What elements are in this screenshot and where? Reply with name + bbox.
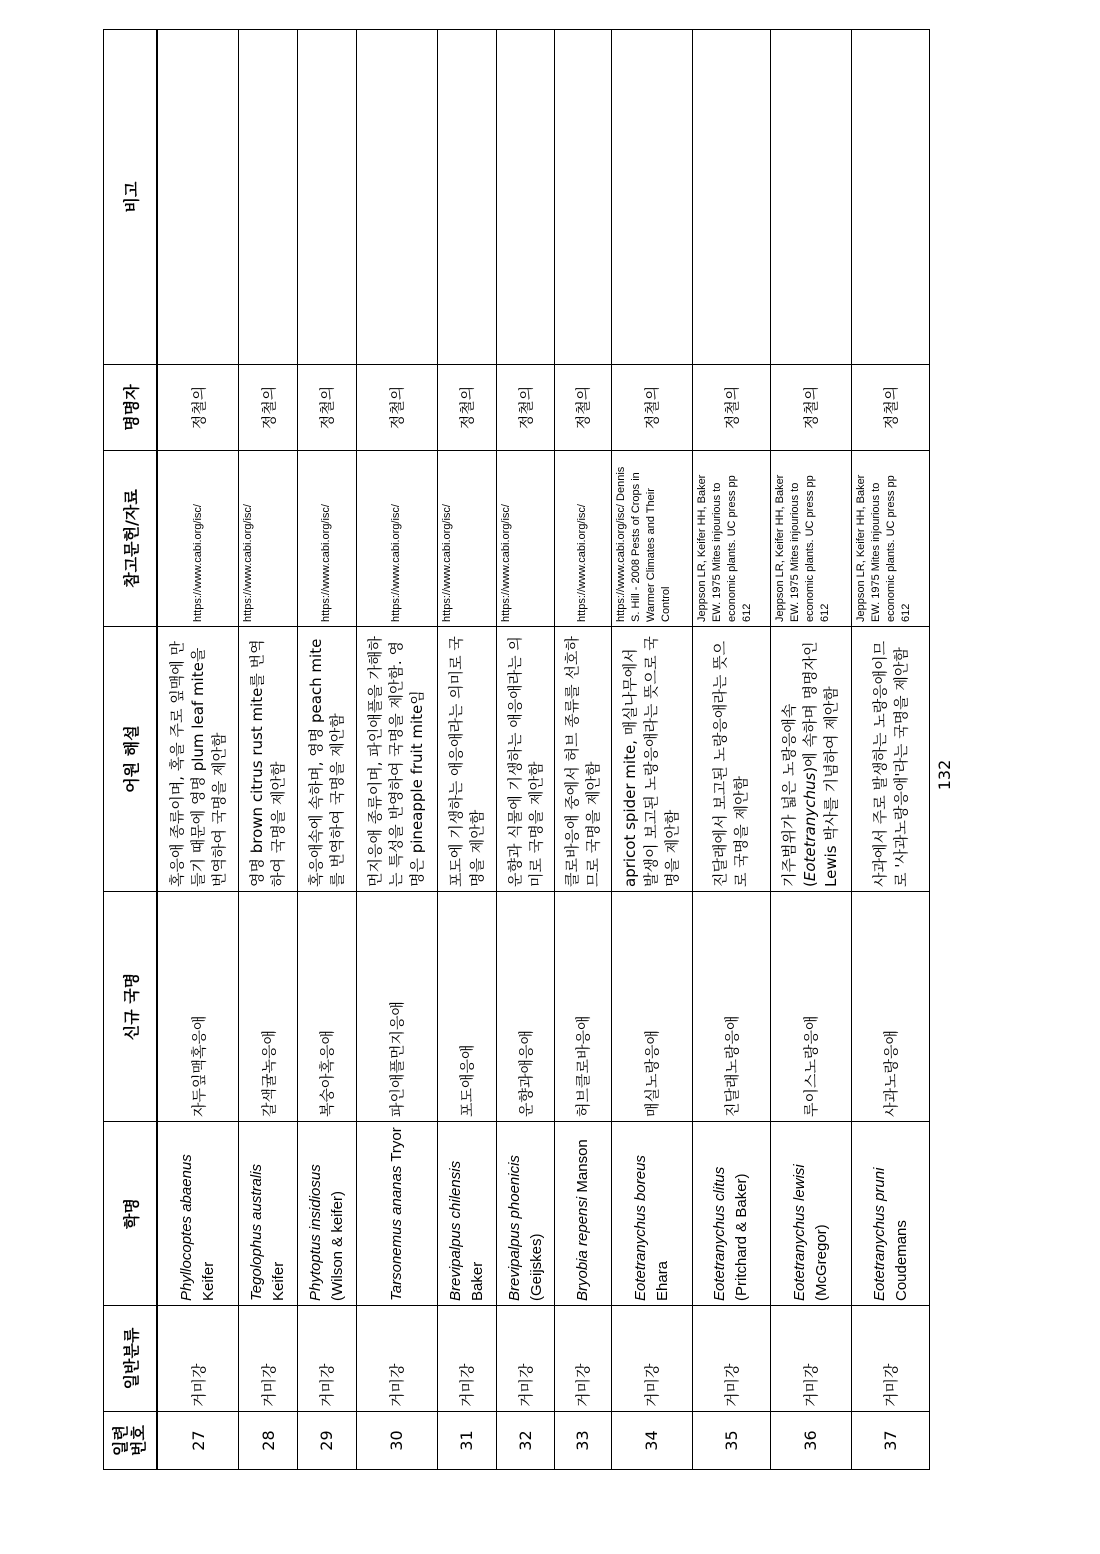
sci-author: (McGregor) <box>812 1224 830 1301</box>
cell-serial: 37 <box>852 1412 930 1470</box>
cell-class: 거미강 <box>555 1306 611 1412</box>
cell-class: 거미강 <box>356 1306 437 1412</box>
cell-note <box>692 30 770 365</box>
table-row <box>852 30 930 1470</box>
sci-italic: Brevipalpus chilensis <box>446 1160 464 1301</box>
sci-author: (Wilson & keifer) <box>328 1190 346 1301</box>
sci-author: (Geijskes) <box>527 1233 545 1301</box>
cell-reference: Jeppson LR, Keifer HH, Baker EW. 1975 Mites injourious to economic plants. UC press pp 612 <box>770 451 851 627</box>
sci-author: Coudemans <box>892 1220 910 1301</box>
cell-class: 거미강 <box>852 1306 930 1412</box>
cell-korean-name: 운향과애응애 <box>496 892 555 1122</box>
cell-namer: 정철의 <box>239 365 298 451</box>
cell-reference: Jeppson LR, Keifer HH, Baker EW. 1975 Mites injourious to economic plants. UC press pp 612 <box>852 451 930 627</box>
table-row <box>438 30 497 1470</box>
cell-scientific-name <box>611 1122 692 1306</box>
cell-etymology: 혹응애 종류이며, 혹을 주로 잎맥에 만들기 때문에 영명 plum leaf mite을 번역하여 국명을 제안함 <box>157 627 239 892</box>
table-row <box>356 30 437 1470</box>
cell-namer: 정철의 <box>298 365 357 451</box>
cell-etymology: 운향과 식물에 기생하는 애응애라는 의미로 국명을 제안함 <box>496 627 555 892</box>
cell-etymology: 클로바응애 중에서 허브 종류를 선호하므로 국명을 제안함 <box>555 627 611 892</box>
header-classification: 일반분류 <box>104 1306 158 1412</box>
cell-serial: 35 <box>692 1412 770 1470</box>
sci-italic: Phyllocoptes abaenus <box>178 1154 196 1301</box>
sci-italic: Bryobia repensi <box>573 1196 591 1301</box>
header-reference: 참고문헌/자료 <box>104 451 158 627</box>
cell-namer: 정철의 <box>692 365 770 451</box>
cell-serial: 28 <box>239 1412 298 1470</box>
sci-author: Keifer <box>200 1261 218 1301</box>
header-serial-line1: 일련 <box>111 1425 130 1456</box>
cell-note <box>770 30 851 365</box>
cell-etymology: apricot spider mite, 매실나무에서 발생이 보고된 노랑응애라는 뜻으로 국명을 제안함 <box>611 627 692 892</box>
cell-korean-name: 파인애플먼지응애 <box>356 892 437 1122</box>
header-serial-number <box>104 1412 158 1470</box>
cell-class: 거미강 <box>770 1306 851 1412</box>
sci-italic: Eotetranychus clitus <box>711 1166 729 1301</box>
sci-author: Baker <box>468 1261 486 1301</box>
cell-class: 거미강 <box>438 1306 497 1412</box>
header-etymology: 어원 해설 <box>104 627 158 892</box>
table-row <box>298 30 357 1470</box>
cell-reference: https://www.cabi.org/isc/ <box>157 451 239 627</box>
cell-korean-name: 진달래노랑응애 <box>692 892 770 1122</box>
cell-serial: 32 <box>496 1412 555 1470</box>
cell-scientific-name <box>438 1122 497 1306</box>
cell-reference: https://www.cabi.org/isc/ Dennis S. Hill - 2008 Pests of Crops in Warmer Climates and Their Control <box>611 451 692 627</box>
table-row <box>239 30 298 1470</box>
table-row <box>692 30 770 1470</box>
cell-etymology: 영명 brown citrus rust mite를 번역하여 국명을 제안함 <box>239 627 298 892</box>
cell-korean-name: 갈색귤녹응애 <box>239 892 298 1122</box>
cell-note <box>438 30 497 365</box>
cell-reference: https://www.cabi.org/isc/ <box>555 451 611 627</box>
cell-korean-name: 자두잎맥혹응애 <box>157 892 239 1122</box>
cell-scientific-name <box>239 1122 298 1306</box>
sci-author: Tryor <box>387 1127 405 1162</box>
etymology-genus-italic: Eotetranychus <box>801 772 820 882</box>
cell-note <box>298 30 357 365</box>
cell-korean-name: 허브클로바응애 <box>555 892 611 1122</box>
etymology-text-post: )에 속하며 명명자인 Lewis 박사를 기념하여 제안함 <box>801 641 841 887</box>
cell-korean-name: 매실노랑응애 <box>611 892 692 1122</box>
cell-namer: 정철의 <box>555 365 611 451</box>
cell-etymology: 포도에 기생하는 애응애라는 의미로 국명을 제안함 <box>438 627 497 892</box>
cell-etymology: 혹응애속에 속하며, 영명 peach mite를 번역하여 국명을 제안함 <box>298 627 357 892</box>
header-serial-line2: 번호 <box>129 1425 148 1456</box>
cell-scientific-name <box>852 1122 930 1306</box>
cell-class: 거미강 <box>298 1306 357 1412</box>
cell-korean-name: 루이스노랑응애 <box>770 892 851 1122</box>
cell-class: 거미강 <box>239 1306 298 1412</box>
cell-korean-name: 포도애응애 <box>438 892 497 1122</box>
sci-italic: Eotetranychus pruni <box>870 1167 888 1301</box>
cell-scientific-name <box>496 1122 555 1306</box>
cell-class: 거미강 <box>157 1306 239 1412</box>
sci-italic: Phytoptus insidiosus <box>306 1164 324 1301</box>
sci-author: Keifer <box>270 1261 288 1301</box>
cell-scientific-name <box>555 1122 611 1306</box>
cell-serial: 31 <box>438 1412 497 1470</box>
table-row <box>496 30 555 1470</box>
cell-note <box>157 30 239 365</box>
rotated-table-container <box>103 30 930 1470</box>
cell-serial: 33 <box>555 1412 611 1470</box>
table-row <box>770 30 851 1470</box>
cell-etymology: 먼지응애 종류이며, 파인애플을 가해하는 특성을 반영하여 국명을 제안함. 영명은 pineapple fruit mite임 <box>356 627 437 892</box>
sci-italic: Eotetranychus lewisi <box>790 1164 808 1301</box>
cell-namer: 정철의 <box>611 365 692 451</box>
sci-author: Ehara <box>653 1260 671 1301</box>
cell-korean-name: 복숭아혹응애 <box>298 892 357 1122</box>
cell-serial: 30 <box>356 1412 437 1470</box>
cell-note <box>611 30 692 365</box>
cell-etymology <box>770 627 851 892</box>
cell-class: 거미강 <box>496 1306 555 1412</box>
cell-reference: https://www.cabi.org/isc/ <box>438 451 497 627</box>
cell-etymology: 진달래에서 보고된 노랑응애라는 뜻으로 국명을 제안함 <box>692 627 770 892</box>
cell-etymology: 사과에서 주로 발생하는 노랑응애이므로 '사과노랑응애'라는 국명을 제안함 <box>852 627 930 892</box>
header-new-korean-name: 신규 국명 <box>104 892 158 1122</box>
cell-class: 거미강 <box>692 1306 770 1412</box>
cell-reference: Jeppson LR, Keifer HH, Baker EW. 1975 Mites injourious to economic plants. UC press pp 612 <box>692 451 770 627</box>
sci-italic: Eotetranychus boreus <box>631 1155 649 1301</box>
sci-italic: Tegolophus australis <box>248 1163 266 1301</box>
cell-note <box>239 30 298 365</box>
table-header-row <box>104 30 158 1470</box>
cell-namer: 정철의 <box>496 365 555 451</box>
cell-note <box>555 30 611 365</box>
cell-reference: https://www.cabi.org/isc/ <box>239 451 298 627</box>
species-name-table <box>103 29 930 1470</box>
header-note: 비고 <box>104 30 158 365</box>
cell-scientific-name <box>770 1122 851 1306</box>
cell-namer: 정철의 <box>438 365 497 451</box>
header-namer: 명명자 <box>104 365 158 451</box>
cell-namer: 정철의 <box>770 365 851 451</box>
page-number: 132 <box>935 759 954 791</box>
cell-scientific-name <box>298 1122 357 1306</box>
sci-author: (Pritchard & Baker) <box>733 1173 751 1301</box>
cell-class: 거미강 <box>611 1306 692 1412</box>
header-scientific-name: 학명 <box>104 1122 158 1306</box>
sci-italic: Tarsonemus ananas <box>387 1165 405 1301</box>
cell-reference: https://www.cabi.org/isc/ <box>356 451 437 627</box>
cell-reference: https://www.cabi.org/isc/ <box>496 451 555 627</box>
etymology-text-pre: 기주범위가 넓은 노랑응애속 ( <box>780 703 820 887</box>
cell-serial: 34 <box>611 1412 692 1470</box>
cell-scientific-name <box>692 1122 770 1306</box>
cell-serial: 27 <box>157 1412 239 1470</box>
cell-korean-name: 사과노랑응애 <box>852 892 930 1122</box>
cell-serial: 36 <box>770 1412 851 1470</box>
cell-namer: 정철의 <box>852 365 930 451</box>
cell-namer: 정철의 <box>157 365 239 451</box>
cell-reference: https://www.cabi.org/isc/ <box>298 451 357 627</box>
cell-scientific-name <box>157 1122 239 1306</box>
table-row <box>555 30 611 1470</box>
cell-note <box>356 30 437 365</box>
cell-scientific-name <box>356 1122 437 1306</box>
table-row <box>611 30 692 1470</box>
cell-namer: 정철의 <box>356 365 437 451</box>
cell-note <box>852 30 930 365</box>
cell-note <box>496 30 555 365</box>
sci-author: Manson <box>573 1139 591 1193</box>
sci-italic: Brevipalpus phoenicis <box>505 1155 523 1301</box>
table-row <box>157 30 239 1470</box>
cell-serial: 29 <box>298 1412 357 1470</box>
